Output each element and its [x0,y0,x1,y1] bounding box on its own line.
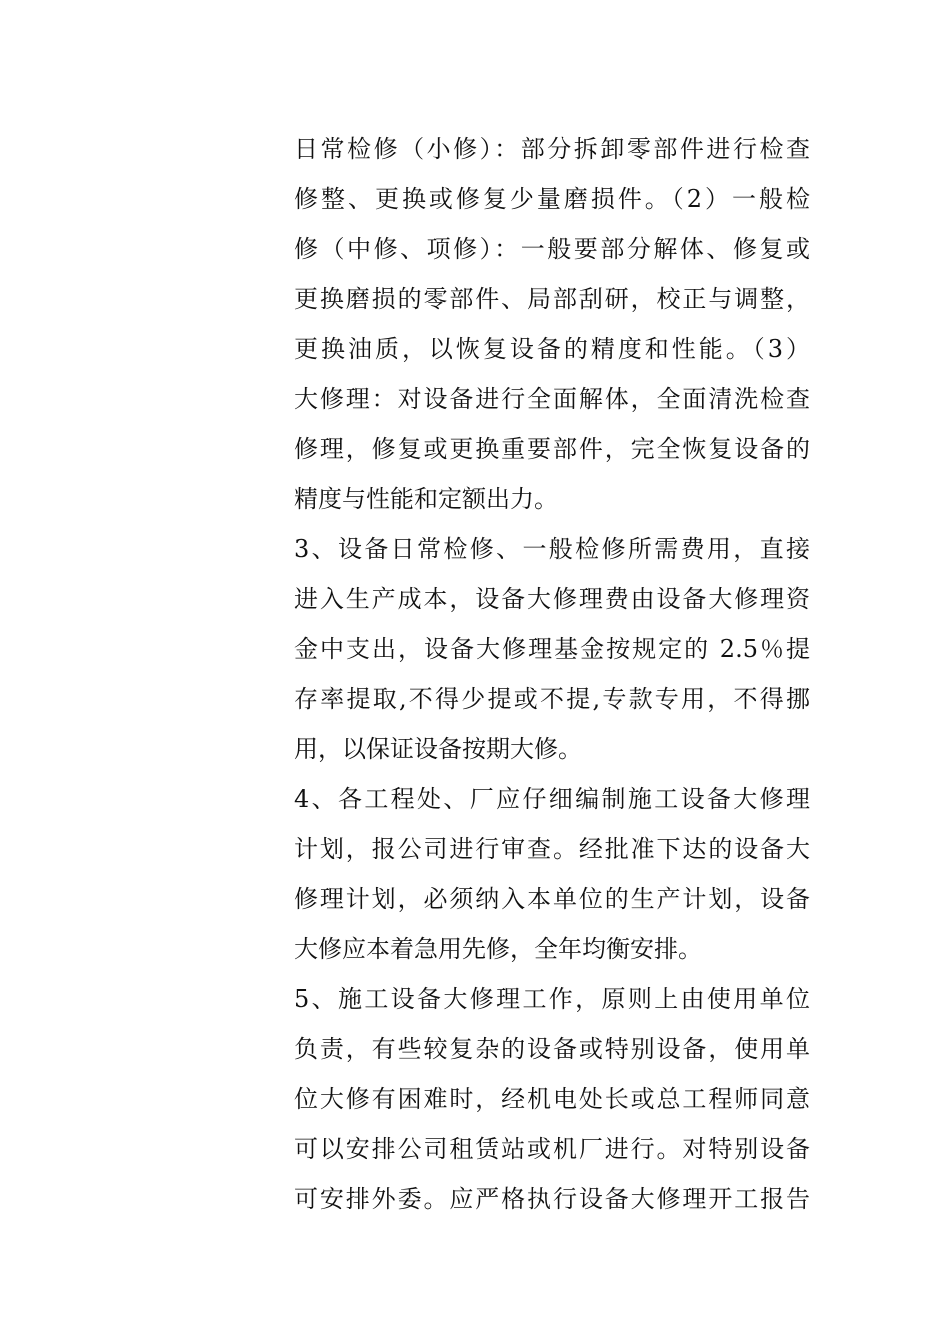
body-text [294,124,810,1224]
text-line: 进入生产成本，设备大修理费由设备大修理资 [294,585,810,613]
text-line: 可安排外委。应严格执行设备大修理开工报告 [294,1185,810,1213]
text-line: 大修理：对设备进行全面解体，全面清洗检查 [294,385,810,413]
text-line: 修理计划，必须纳入本单位的生产计划，设备 [294,885,810,913]
text-line: 日常检修（小修）：部分拆卸零部件进行检查 [294,135,810,163]
text-line: 更换油质，以恢复设备的精度和性能。（3） [294,335,810,363]
text-line: 4、各工程处、厂应仔细编制施工设备大修理 [294,785,810,813]
text-line: 更换磨损的零部件、局部刮研，校正与调整， [294,285,810,313]
text-line: 修整、更换或修复少量磨损件。（2）一般检 [294,185,810,213]
text-line: 3、设备日常检修、一般检修所需费用，直接 [294,535,810,563]
text-line: 大修应本着急用先修，全年均衡安排。 [294,935,702,963]
text-line: 修（中修、项修）：一般要部分解体、修复或 [294,235,810,263]
text-line: 存率提取,不得少提或不提,专款专用，不得挪 [294,685,810,713]
text-line: 用，以保证设备按期大修。 [294,735,582,763]
text-line: 修理，修复或更换重要部件，完全恢复设备的 [294,435,810,463]
text-line: 负责，有些较复杂的设备或特别设备，使用单 [294,1035,810,1063]
text-line: 可以安排公司租赁站或机厂进行。对特别设备 [294,1135,810,1163]
text-line: 5、施工设备大修理工作，原则上由使用单位 [294,985,810,1013]
text-line: 计划，报公司进行审查。经批准下达的设备大 [294,835,810,863]
text-line: 金中支出，设备大修理基金按规定的 2.5％提 [294,635,810,663]
text-line: 精度与性能和定额出力。 [294,485,558,513]
text-line: 位大修有困难时，经机电处长或总工程师同意 [294,1085,810,1113]
